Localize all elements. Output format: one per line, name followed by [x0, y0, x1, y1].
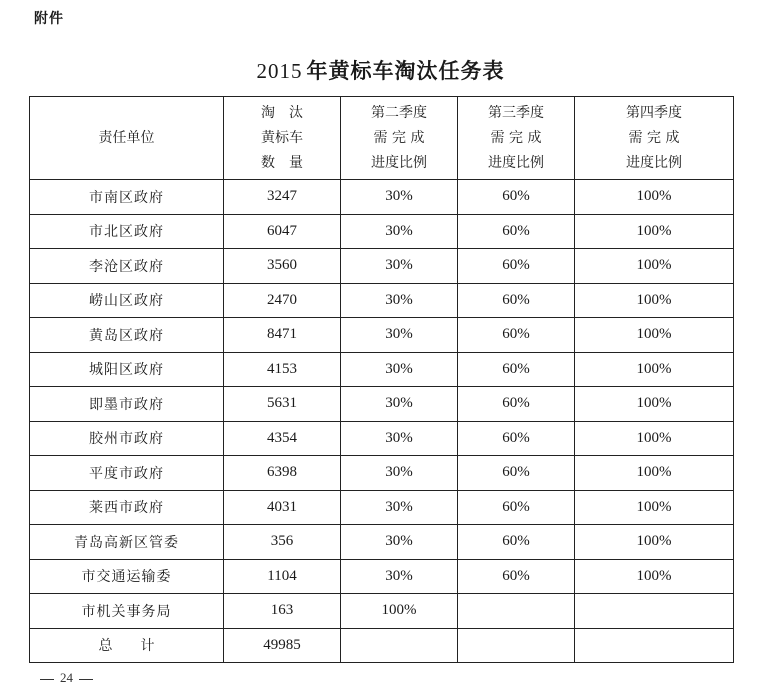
cell-unit: 莱西市政府: [30, 490, 224, 525]
cell-q2: 30%: [341, 283, 458, 318]
cell-count: 6047: [224, 214, 341, 249]
cell-q3: 60%: [458, 525, 575, 560]
cell-q3: 60%: [458, 283, 575, 318]
cell-q4: 100%: [575, 387, 734, 422]
table-row: [30, 594, 734, 629]
cell-count: 6398: [224, 456, 341, 491]
cell-unit: 市北区政府: [30, 214, 224, 249]
cell-count: 4031: [224, 490, 341, 525]
page-number: [34, 670, 99, 686]
cell-q3: [458, 594, 575, 629]
table-row: [30, 318, 734, 353]
page-title: [0, 55, 761, 85]
cell-q4: 100%: [575, 525, 734, 560]
cell-q2: 30%: [341, 214, 458, 249]
cell-q4: 100%: [575, 490, 734, 525]
header-count: 淘 汰 黄标车 数 量: [224, 97, 341, 180]
cell-q3: 60%: [458, 559, 575, 594]
cell-q4: 100%: [575, 456, 734, 491]
cell-q4: 100%: [575, 283, 734, 318]
dash-left: [40, 679, 54, 680]
title-year: 2015: [256, 59, 303, 83]
total-count: 49985: [224, 628, 341, 663]
cell-unit: 市机关事务局: [30, 594, 224, 629]
header-unit: 责任单位: [30, 97, 224, 180]
cell-count: 3560: [224, 249, 341, 284]
header-q2: 第二季度 需 完 成 进度比例: [341, 97, 458, 180]
cell-unit: 崂山区政府: [30, 283, 224, 318]
cell-unit: 即墨市政府: [30, 387, 224, 422]
dash-right: [79, 679, 93, 680]
cell-unit: 城阳区政府: [30, 352, 224, 387]
cell-q3: 60%: [458, 249, 575, 284]
cell-count: 4354: [224, 421, 341, 456]
cell-q2: 30%: [341, 490, 458, 525]
table-row: [30, 387, 734, 422]
table-row: [30, 490, 734, 525]
cell-q3: 60%: [458, 456, 575, 491]
table-row: [30, 525, 734, 560]
header-q4: 第四季度 需 完 成 进度比例: [575, 97, 734, 180]
cell-q2: 30%: [341, 387, 458, 422]
table-row: [30, 249, 734, 284]
cell-q2: 30%: [341, 456, 458, 491]
page-number-value: 24: [60, 670, 73, 685]
table-row: [30, 352, 734, 387]
cell-q2: 30%: [341, 559, 458, 594]
cell-count: 8471: [224, 318, 341, 353]
cell-q2: 30%: [341, 180, 458, 215]
cell-q4: [575, 594, 734, 629]
cell-unit: 平度市政府: [30, 456, 224, 491]
cell-count: 2470: [224, 283, 341, 318]
table-row: [30, 283, 734, 318]
total-row: [30, 628, 734, 663]
cell-q4: 100%: [575, 180, 734, 215]
cell-unit: 李沧区政府: [30, 249, 224, 284]
cell-unit: 市交通运输委: [30, 559, 224, 594]
cell-q2: 100%: [341, 594, 458, 629]
cell-q4: 100%: [575, 352, 734, 387]
table-header-row: [30, 97, 734, 180]
cell-q3: 60%: [458, 214, 575, 249]
cell-count: 356: [224, 525, 341, 560]
table-row: [30, 456, 734, 491]
cell-q3: 60%: [458, 490, 575, 525]
cell-q2: [341, 628, 458, 663]
cell-q2: 30%: [341, 421, 458, 456]
cell-unit: 胶州市政府: [30, 421, 224, 456]
cell-q2: 30%: [341, 318, 458, 353]
cell-unit: 黄岛区政府: [30, 318, 224, 353]
cell-count: 4153: [224, 352, 341, 387]
cell-q3: 60%: [458, 421, 575, 456]
cell-count: 1104: [224, 559, 341, 594]
cell-q3: 60%: [458, 352, 575, 387]
cell-q2: 30%: [341, 249, 458, 284]
cell-q3: 60%: [458, 180, 575, 215]
cell-q2: 30%: [341, 352, 458, 387]
attachment-label: 附件: [34, 11, 64, 27]
table-row: [30, 421, 734, 456]
cell-unit: 市南区政府: [30, 180, 224, 215]
header-q3: 第三季度 需 完 成 进度比例: [458, 97, 575, 180]
cell-unit: 青岛高新区管委: [30, 525, 224, 560]
cell-q3: 60%: [458, 387, 575, 422]
total-label: 总计: [30, 628, 224, 663]
cell-q2: 30%: [341, 525, 458, 560]
title-text: 年黄标车淘汰任务表: [306, 59, 505, 83]
cell-q4: 100%: [575, 214, 734, 249]
vehicle-elimination-table: [29, 96, 734, 663]
cell-q4: 100%: [575, 559, 734, 594]
cell-q4: 100%: [575, 318, 734, 353]
cell-count: 5631: [224, 387, 341, 422]
cell-q3: 60%: [458, 318, 575, 353]
table-row: [30, 559, 734, 594]
cell-count: 3247: [224, 180, 341, 215]
table-row: [30, 180, 734, 215]
cell-q4: 100%: [575, 421, 734, 456]
cell-q4: [575, 628, 734, 663]
cell-count: 163: [224, 594, 341, 629]
cell-q3: [458, 628, 575, 663]
cell-q4: 100%: [575, 249, 734, 284]
table-row: [30, 214, 734, 249]
